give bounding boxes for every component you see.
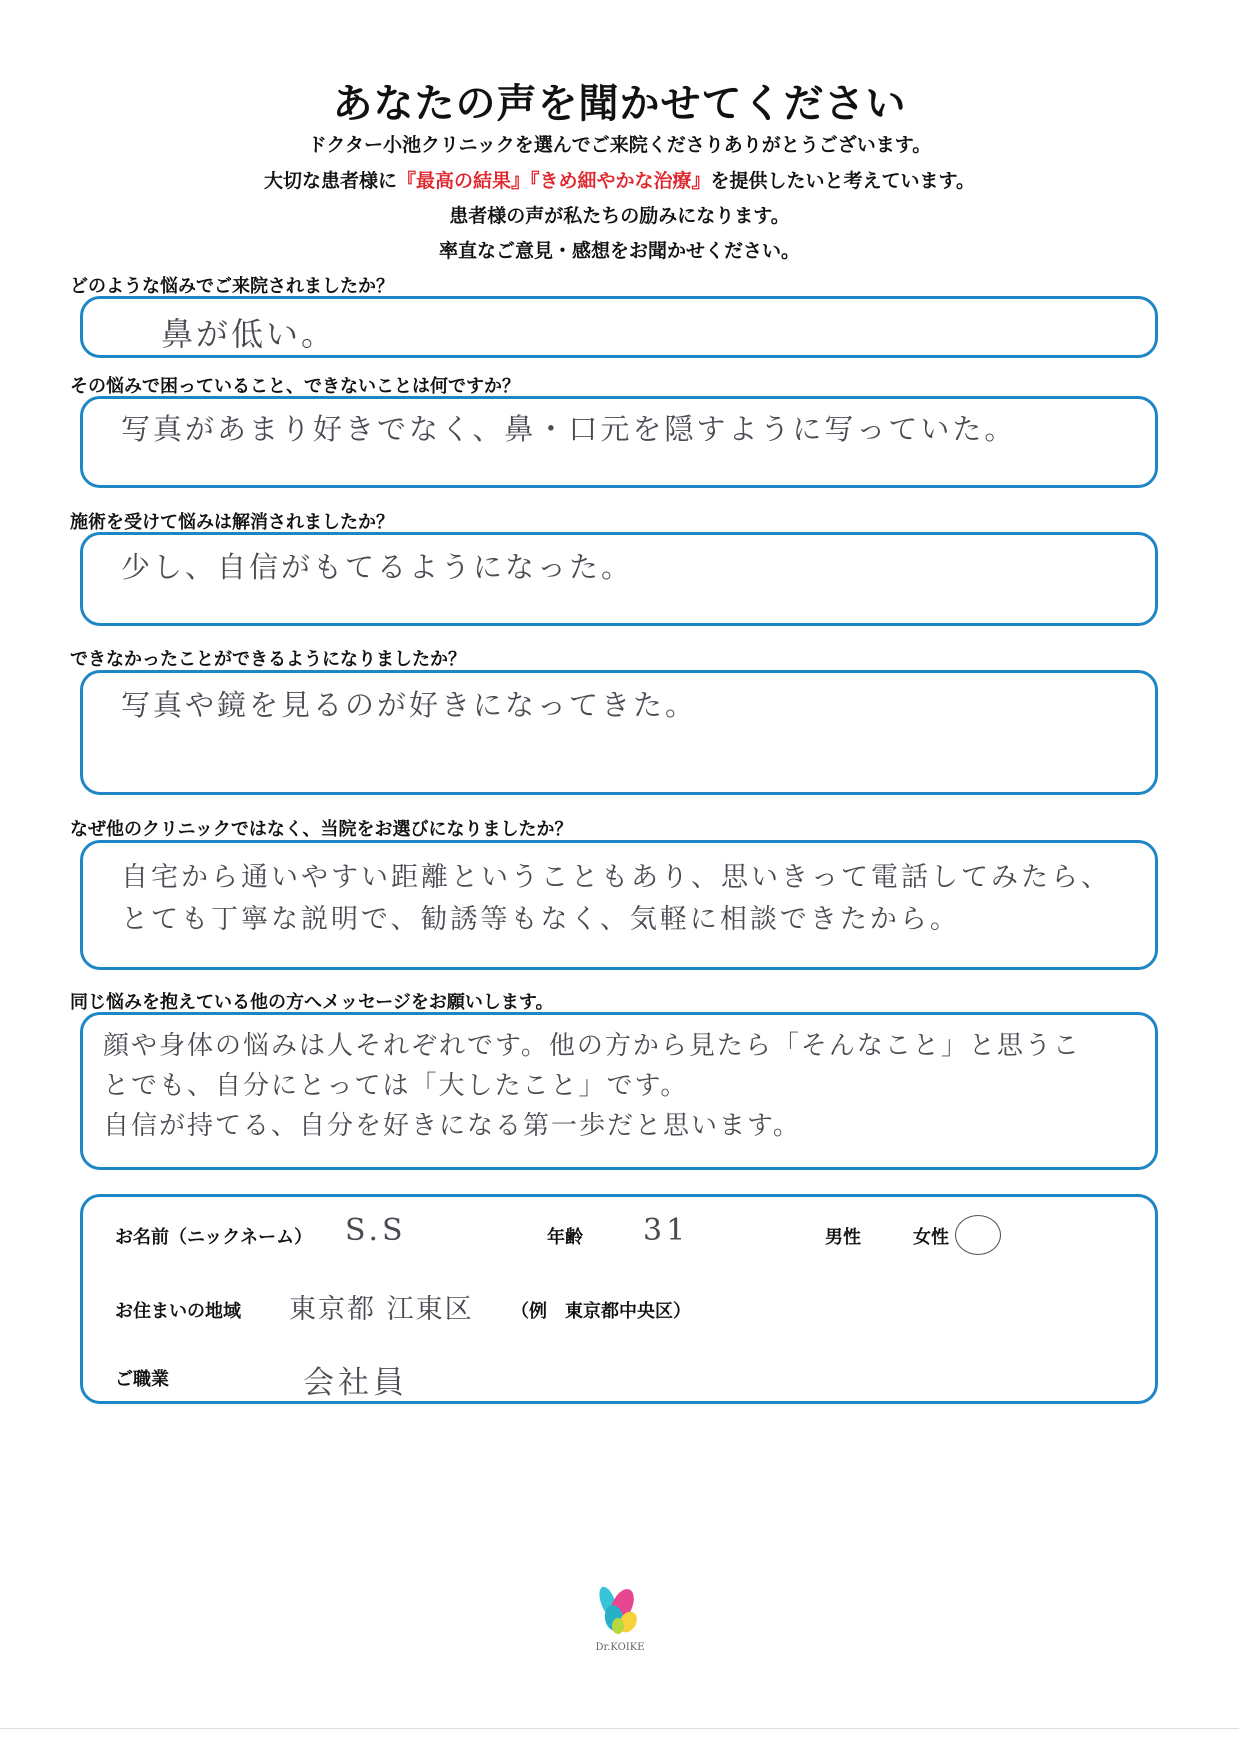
- intro-line-1: ドクター小池クリニックを選んでご来院くださりありがとうございます。: [307, 134, 932, 156]
- area-value: 東京都 江東区: [289, 1294, 474, 1325]
- intro-line-2: [0, 166, 1239, 193]
- intro-line-2-post: を提供したいと考えています。: [710, 170, 975, 192]
- page-title: あなたの声を聞かせてください: [332, 81, 907, 127]
- question-4-answer-line: 写真や鏡を見るのが好きになってきた。: [121, 688, 698, 722]
- question-3-label: 施術を受けて悩みは解消されましたか？: [70, 512, 394, 533]
- question-2-answer-box: [80, 396, 1158, 488]
- question-5-answer-box: [80, 840, 1158, 970]
- intro-highlight: 『最高の結果』『きめ細やかな治療』: [397, 170, 711, 192]
- question-6-answer-line-3: 自信が持てる、自分を好きになる第一歩だと思います。: [103, 1111, 801, 1141]
- logo-petals-icon: [580, 1580, 660, 1644]
- question-6-answer-line-2: とでも、自分にとっては「大したこと」です。: [103, 1071, 689, 1101]
- female-option: [913, 1223, 949, 1249]
- question-2-label: その悩みで困っていること、できないことは何ですか？: [70, 376, 520, 397]
- page-bottom-divider: [0, 1728, 1239, 1729]
- question-5-answer-line-2: とても丁寧な説明で、勧誘等もなく、気軽に相談できたから。: [121, 904, 960, 935]
- intro-line-2-pre: 大切な患者様に: [263, 170, 397, 192]
- question-4-answer-box: [80, 670, 1158, 795]
- question-5-label: なぜ他のクリニックではなく、当院をお選びになりましたか？: [70, 819, 573, 840]
- question-5-answer-line-1: 自宅から通いやすい距離ということもあり、思いきって電話してみたら、: [121, 862, 1111, 893]
- question-6-answer-box: [80, 1012, 1158, 1170]
- question-4-label: できなかったことができるようになりましたか？: [70, 649, 466, 670]
- name-label: お名前（ニックネーム）: [115, 1227, 313, 1248]
- clinic-logo: [580, 1580, 660, 1660]
- question-3-answer-box: [80, 532, 1158, 626]
- intro-line-3: 患者様の声が私たちの励みになります。: [449, 205, 790, 227]
- logo-text: Dr.KOIKE: [595, 1642, 645, 1653]
- age-value: 31: [643, 1213, 690, 1248]
- intro-line-4: 率直なご意見・感想をお聞かせください。: [438, 240, 800, 262]
- question-3-answer-line: 少し、自信がもてるようになった。: [121, 550, 634, 584]
- question-2-answer-line: 写真があまり好きでなく、鼻・口元を隠すように写っていた。: [121, 412, 1017, 446]
- area-example: （例 東京都中央区）: [511, 1301, 691, 1322]
- male-label: 男性: [825, 1227, 861, 1248]
- selection-circle: [955, 1215, 1001, 1255]
- job-value: 会社員: [303, 1365, 408, 1401]
- profile-box: [80, 1194, 1158, 1404]
- area-label: お住まいの地域: [115, 1301, 241, 1322]
- question-1-answer-line: 鼻が低い。: [161, 315, 337, 353]
- age-label: 年齢: [547, 1227, 583, 1248]
- name-value: S.S: [345, 1213, 407, 1248]
- question-1-answer-box: [80, 296, 1158, 358]
- female-label: 女性: [913, 1227, 949, 1248]
- question-6-label: 同じ悩みを抱えている他の方へメッセージをお願いします。: [70, 992, 554, 1013]
- job-label: ご職業: [115, 1369, 169, 1390]
- question-6-answer-line-1: 顔や身体の悩みは人それぞれです。他の方から見たら「そんなこと」と思うこ: [103, 1031, 1081, 1061]
- question-1-label: どのような悩みでご来院されましたか？: [70, 276, 394, 297]
